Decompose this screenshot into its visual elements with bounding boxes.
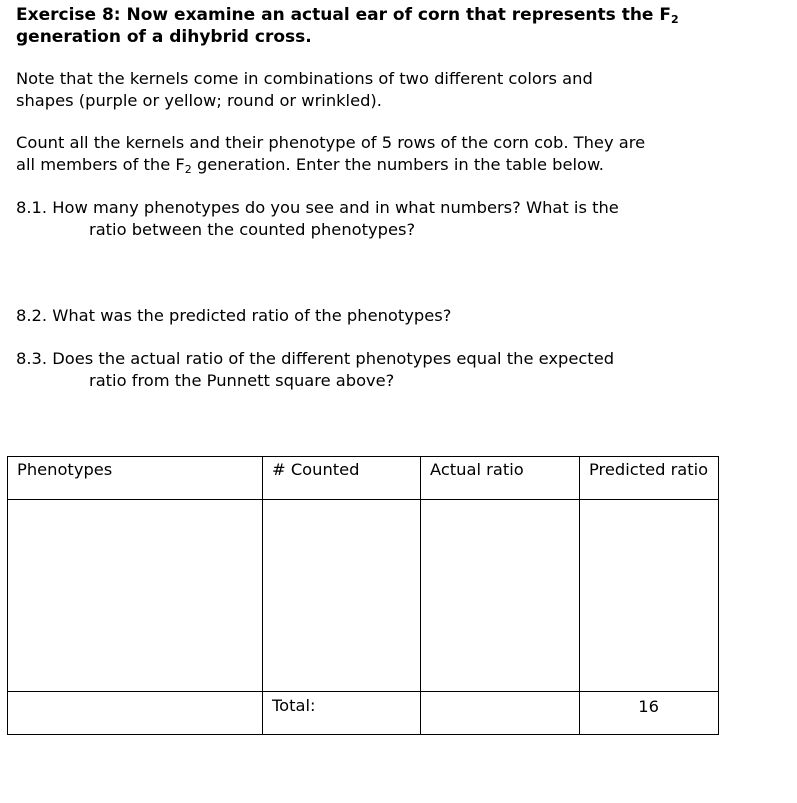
question-8-1-line2: ratio between the counted phenotypes? bbox=[89, 220, 416, 239]
table-total-row bbox=[8, 692, 719, 735]
exercise-document bbox=[16, 4, 756, 392]
entry-actual-ratio-cell[interactable] bbox=[421, 500, 580, 692]
total-actual-ratio-cell[interactable] bbox=[421, 692, 580, 735]
question-8-2 bbox=[16, 305, 756, 327]
note-line2: shapes (purple or yellow; round or wrinkled). bbox=[16, 91, 382, 110]
question-8-3-line2: ratio from the Punnett square above? bbox=[89, 371, 395, 390]
count-line2-pre: all members of the F bbox=[16, 155, 185, 174]
title-line1: Exercise 8: Now examine an actual ear of corn that represents the F bbox=[16, 5, 671, 25]
header-counted: # Counted bbox=[263, 457, 421, 500]
question-8-1 bbox=[16, 197, 756, 241]
phenotype-table bbox=[7, 456, 719, 735]
entry-phenotypes-cell[interactable] bbox=[8, 500, 263, 692]
table-entry-row bbox=[8, 500, 719, 692]
header-phenotypes: Phenotypes bbox=[8, 457, 263, 500]
total-predicted-cell bbox=[580, 692, 719, 735]
count-paragraph bbox=[16, 132, 756, 176]
total-label: Total: bbox=[272, 696, 316, 715]
total-blank-cell[interactable] bbox=[8, 692, 263, 735]
count-subscript: 2 bbox=[184, 163, 192, 176]
question-8-3-line1: 8.3. Does the actual ratio of the different phenotypes equal the expected bbox=[16, 349, 615, 368]
title-line2: generation of a dihybrid cross. bbox=[16, 27, 312, 47]
header-actual-ratio: Actual ratio bbox=[421, 457, 580, 500]
entry-predicted-ratio-cell[interactable] bbox=[580, 500, 719, 692]
table-header-row bbox=[8, 457, 719, 500]
title-subscript: 2 bbox=[671, 13, 679, 26]
total-label-cell bbox=[263, 692, 421, 735]
count-line1: Count all the kernels and their phenotype of 5 rows of the corn cob. They are bbox=[16, 133, 646, 152]
question-8-1-line1: 8.1. How many phenotypes do you see and in what numbers? What is the bbox=[16, 198, 619, 217]
note-line1: Note that the kernels come in combinations of two different colors and bbox=[16, 69, 593, 88]
count-line2-post: generation. Enter the numbers in the table below. bbox=[191, 155, 604, 174]
question-8-3 bbox=[16, 348, 756, 392]
header-predicted-ratio: Predicted ratio bbox=[580, 457, 719, 500]
question-8-2-line1: 8.2. What was the predicted ratio of the phenotypes? bbox=[16, 306, 452, 325]
predicted-total-value: 16 bbox=[638, 697, 659, 716]
exercise-title bbox=[16, 4, 756, 48]
note-paragraph bbox=[16, 68, 756, 112]
entry-counted-cell[interactable] bbox=[263, 500, 421, 692]
